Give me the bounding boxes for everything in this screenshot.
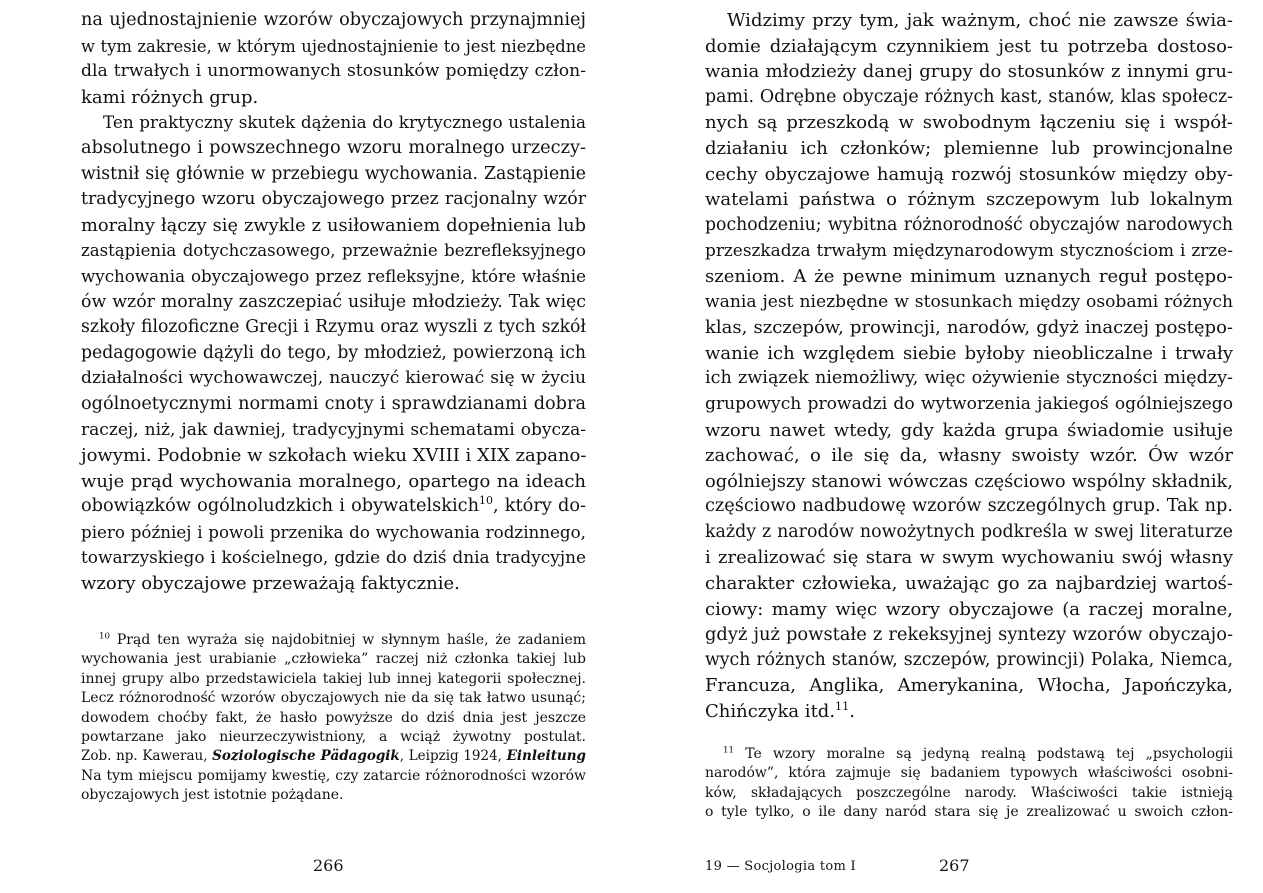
book-section: Einleitung xyxy=(506,748,586,765)
text-line: działalności wychowawczej, nauczyć kierować się w życiu xyxy=(81,368,586,389)
text-line: na ujednostajnienie wzorów obyczajowych przynajmniej xyxy=(81,10,586,30)
text-fragment: , który do- xyxy=(492,496,586,517)
footnote-line xyxy=(81,631,586,650)
text-line: Ten praktyczny skutek dążenia do krytycznego ustalenia xyxy=(103,112,586,133)
footnote-ref-10[interactable]: 10 xyxy=(479,494,493,508)
text-line: cechy obyczajowe hamują rozwój stosunków między oby- xyxy=(705,163,1233,185)
text-line: klas, szczepów, prowincji, narodów, gdyż inaczej postępo- xyxy=(705,317,1233,339)
text-line: ogólniejszy stanowi wówczas częściowo wspólny składnik, xyxy=(705,470,1233,492)
text-line: szkoły filozoficzne Grecji i Rzymu oraz wyszli z tych szkół xyxy=(81,317,586,338)
text-fragment: Te wzory moralne są jedyną realną podstawą tej „psychologii xyxy=(745,746,1234,762)
footnote-line: narodów”, która zajmuje się badaniem typowych właściwości osobni- xyxy=(705,765,1233,782)
text-line: wychowania obyczajowego przez refleksyjne, które właśnie xyxy=(81,266,586,286)
text-line: kami różnych grup. xyxy=(81,86,259,108)
page-number: 266 xyxy=(313,856,344,875)
text-line: gdyż już powstałe z rekeksyjnej syntezy wzorów obyczajo- xyxy=(705,624,1233,646)
left-page-body xyxy=(81,8,586,597)
footnote-number: 10 xyxy=(99,631,111,642)
text-line: pochodzeniu; wybitna różnorodność obyczajów narodowych xyxy=(705,214,1233,235)
book-title: Soziologische Pädagogik xyxy=(212,748,400,765)
text-line: zastąpienia dotychczasowego, przeważnie bezrefleksyjnego xyxy=(81,241,586,261)
text-fragment: Zob. np. Kawerau, xyxy=(81,748,213,765)
text-fragment: obowiązków ogólnoludzkich i obywatelskich xyxy=(81,496,479,517)
text-line: częściowo nadbudowę wzorów szczególnych grup. Tak np. xyxy=(705,496,1233,517)
text-line: szeniom. A że pewne minimum uznanych reguł postępo- xyxy=(705,265,1233,287)
text-line: piero później i powoli przenika do wychowania rodzinnego, xyxy=(81,521,586,542)
text-line: i zrealizować się stara w swym wychowaniu swój własny xyxy=(705,547,1233,569)
text-line: nych są przeszkodą w swobodnym łączeniu się i współ- xyxy=(705,112,1233,134)
text-line: wania młodzieży danej grupy do stosunków z innymi gru- xyxy=(705,61,1233,83)
text-line: jowymi. Podobnie w szkołach wieku XVIII i XIX zapano- xyxy=(81,445,587,467)
text-line-with-footnote-ref xyxy=(705,699,1233,725)
footnote-line xyxy=(705,745,1233,764)
left-page xyxy=(0,0,631,893)
text-line: ogólnoetycznymi normami cnoty i sprawdzianami dobra xyxy=(81,393,586,414)
footnote-line: ków, składających poszczególne narody. Właściwości takie istnieją xyxy=(705,784,1233,801)
footnote-reference-line xyxy=(81,747,586,766)
text-line: zachować, o ile się da, własny swoisty wzór. Ów wzór xyxy=(705,445,1233,467)
text-line: Francuza, Anglika, Amerykanina, Włocha, Japończyka, xyxy=(705,675,1233,697)
footnote-line: o tyle tylko, o ile dany naród stara się je zrealizować u swoich człon- xyxy=(705,804,1233,821)
text-fragment: Chińczyka itd. xyxy=(705,701,836,723)
text-line: pedagogowie dążyli do tego, by młodzież, powierzoną ich xyxy=(81,342,586,363)
text-line: każdy z narodów nowożytnych podkreśla w swej literaturze xyxy=(705,521,1233,542)
text-line: moralny łączy się zwykle z usiłowaniem dopełnienia lub xyxy=(81,214,586,236)
footnote-number: 11 xyxy=(723,745,735,756)
text-line: wanie ich względem siebie byłoby nieobliczalne i trwały xyxy=(705,342,1233,364)
text-line: działaniu ich członków; plemienne lub prowincjonalne xyxy=(705,137,1233,159)
text-line: wych różnych stanów, szczepów, prowincji) Polaka, Niemca, xyxy=(705,649,1233,670)
text-line: przeszkadza trwałym międzynarodowym stycznościom i zrze- xyxy=(705,240,1233,261)
text-line: domie działającym czynnikiem jest tu potrzeba dostoso- xyxy=(705,35,1233,57)
footnote-line: obyczajowych jest istotnie pożądane. xyxy=(81,787,344,804)
text-line: charakter człowieka, uważając go za najbardziej wartoś- xyxy=(705,573,1233,595)
text-line: w tym zakresie, w którym ujednostajnienie to jest niezbędne xyxy=(81,36,586,56)
text-line: Widzimy przy tym, jak ważnym, choć nie zawsze świa- xyxy=(727,10,1233,31)
text-line: pami. Odrębne obyczaje różnych kast, stanów, klas społecz- xyxy=(705,86,1233,107)
text-line: watelami państwa o różnym szczepowym lub lokalnym xyxy=(705,189,1233,211)
text-line: absolutnego i powszechnego wzoru moralnego urzeczy- xyxy=(81,137,586,158)
text-line: ciowy: mamy więc wzory obyczajowe (a raczej moralne, xyxy=(705,598,1233,620)
page-number: 267 xyxy=(939,856,970,875)
text-fragment: . xyxy=(849,701,855,723)
footnote-line: Lecz różnorodność wzorów obyczajowych nie da się tak łatwo usunąć; xyxy=(81,690,586,707)
text-line: wistnił się głównie w przebiegu wychowania. Zastąpienie xyxy=(81,163,586,184)
text-line: grupowych prowadzi do wytworzenia jakiegoś ogólniejszego xyxy=(705,393,1233,414)
footnote-ref-11[interactable]: 11 xyxy=(835,700,850,714)
footnote-line: wychowania jest urabianie „człowieka” raczej niż członka takiej lub xyxy=(81,651,586,668)
text-line: towarzyskiego i kościelnego, gdzie do dziś dnia tradycyjne xyxy=(81,547,586,568)
right-page-body xyxy=(705,8,1233,725)
right-page xyxy=(631,0,1263,893)
footnote-line: Na tym miejscu pomijamy kwestię, czy zatarcie różnorodności wzorów xyxy=(81,767,586,784)
text-line: raczej, niż, jak dawniej, tradycyjnymi schematami obycza- xyxy=(81,419,586,440)
printer-signature: 19 — Socjologia tom I xyxy=(705,859,856,874)
footnote-line: powtarzane jako nieurzeczywistniony, a wciąż żywotny postulat. xyxy=(81,729,586,746)
text-line: dla trwałych i unormowanych stosunków pomiędzy człon- xyxy=(81,61,586,82)
text-fragment: Prąd ten wyraża się najdobitniej w słynnym haśle, że zadaniem xyxy=(116,632,587,648)
text-line-with-footnote-ref xyxy=(81,494,586,520)
footnote-11 xyxy=(705,745,1233,823)
text-line: wania jest niezbędne w stosunkach między osobami różnych xyxy=(705,291,1233,312)
footnote-line: innej grupy albo przedstawiciela takiej lub innej kategorii społecznej. xyxy=(81,670,586,687)
text-line: ów wzór moralny zaszczepiać usiłuje młodzieży. Tak więc xyxy=(81,291,586,312)
text-fragment: , Leipzig 1924, xyxy=(399,748,507,765)
text-line: wuje prąd wychowania moralnego, opartego na ideach xyxy=(81,470,586,492)
footnote-10 xyxy=(81,631,586,806)
text-line: wzory obyczajowe przeważają faktycznie. xyxy=(81,573,460,595)
text-line: tradycyjnego wzoru obyczajowego przez racjonalny wzór xyxy=(81,189,586,210)
text-line: wzoru nawet wtedy, gdy każda grupa świadomie usiłuje xyxy=(705,419,1233,441)
text-line: ich związek niemożliwy, więc ożywienie styczności między- xyxy=(705,368,1233,389)
footnote-line: dowodem choćby fakt, że hasło powyższe do dziś dnia jest jeszcze xyxy=(81,709,586,726)
